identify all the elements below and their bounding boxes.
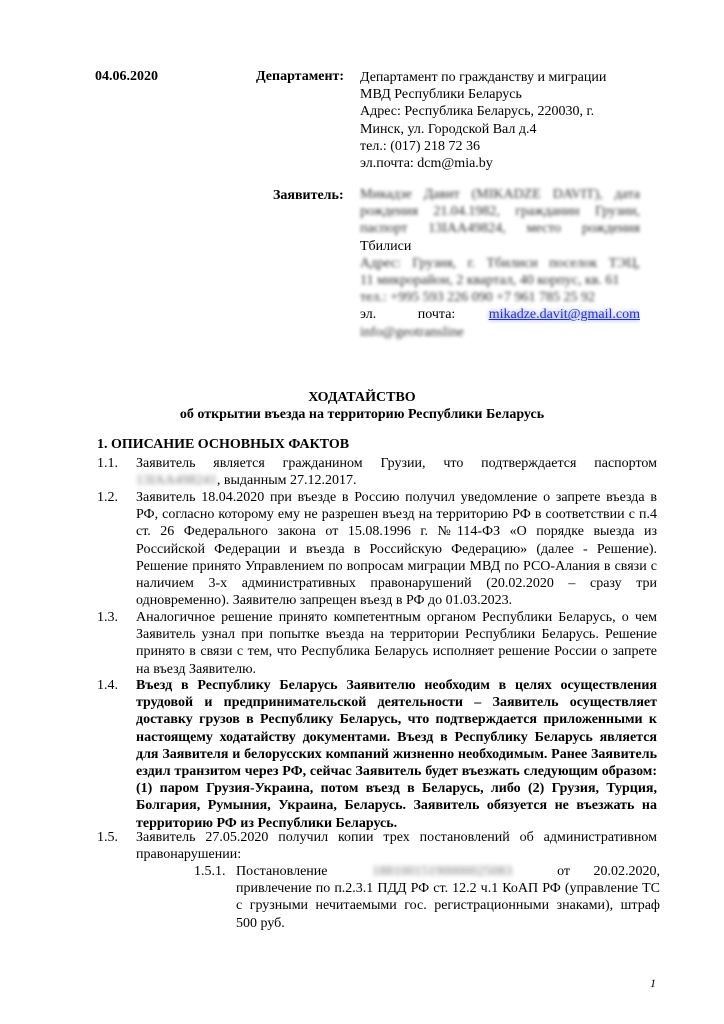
fact-item-text: Аналогичное решение принято компетентным органом Республики Беларусь, о чем Заявитель узнал при попытке въезда на территории Республики Беларусь. Решение принято в связи с тем, что Республика Беларусь исполняет решение России о запрете на въезд Заявителю.	[136, 610, 657, 677]
fact-item-text: , выданным 27.12.2017.	[216, 473, 357, 489]
department-label: Департамент:	[256, 69, 345, 84]
fact-item	[97, 455, 657, 489]
fact-item	[97, 609, 657, 678]
fact-item-number: 1.1.	[97, 456, 118, 471]
fact-item-text: Заявитель является гражданином Грузии, что подтверждается паспортом	[136, 456, 657, 471]
applicant-email-label: эл. почта:	[360, 307, 456, 323]
applicant-phone: тел.: +995 593 226 090 +7 961 785 25 92	[360, 290, 595, 306]
applicant-birth: рождения 21.04.1982, гражданин Грузии,	[360, 204, 640, 220]
applicant-label: Заявитель:	[273, 188, 344, 203]
applicant-address-2: 11 микрорайон, 2 квартал, 40 корпус, кв. 61	[360, 273, 620, 289]
page-number: 1	[650, 976, 656, 990]
department-line: Департамент по гражданству и миграции	[360, 70, 607, 85]
department-line: Адрес: Республика Беларусь, 220030, г.	[360, 104, 595, 120]
department-line: Минск, ул. Городской Вал д.4	[360, 121, 537, 137]
fact-item-text: Заявитель 27.05.2020 получил копии трех постановлений об административном правонарушении:	[136, 830, 657, 863]
document-title: ХОДАТАЙСТВО	[308, 390, 416, 405]
department-line: тел.: (017) 218 72 36	[360, 138, 481, 154]
fact-item-number: 1.3.	[97, 610, 118, 625]
fact-item-text: Въезд в Республику Беларусь Заявителю необходим в целях осуществления трудовой и предпринимательской деятельности – Заявитель осуществляет доставку грузов в Республику Беларусь, что подтверждается приложенными к настоящему ходатайству документами. Въезд в Республику Беларусь является для Заявителя и белорусских компаний жизненно необходимым. Ранее Заявитель ездил транзитом через РФ, сейчас Заявитель будет въезжать следующим образом: (1) паром Грузия-Украина, потом въезд в Беларусь, либо (2) Грузия, Турция, Болгария, Румыния, Украина, Беларусь. Заявитель обязуется не въезжать на территорию РФ из Республики Беларусь.	[136, 678, 657, 831]
applicant-address: Адрес: Грузия, г. Тбилиси поселок ТЭЦ,	[360, 255, 640, 271]
department-line: эл.почта: dcm@mia.by	[360, 156, 493, 172]
fact-item	[97, 829, 657, 863]
applicant-email-2: info@geotransline	[360, 324, 464, 340]
applicant-name: Микадзе Давит (MIKADZE DAVIT), дата	[360, 187, 640, 202]
fact-item	[97, 677, 657, 832]
department-block	[360, 69, 640, 172]
passport-number-redacted: 13IAA498241	[136, 473, 217, 489]
applicant-email-row	[360, 306, 640, 323]
fact-item-number: 1.4.	[97, 678, 118, 693]
department-line: МВД Республики Беларусь	[360, 87, 522, 103]
section-heading: 1. ОПИСАНИЕ ОСНОВНЫХ ФАКТОВ	[97, 437, 350, 452]
fact-item	[97, 489, 657, 609]
fact-sub-item-number: 1.5.1.	[194, 864, 226, 879]
document-subtitle: об открытии въезда на территорию Республики Беларусь	[179, 407, 545, 422]
resolution-text: привлечение по п.2.3.1 ПДД РФ ст. 12.2 ч.1 КоАП РФ (управление ТС с грузными нечитаемыми гос. регистрационными знаками), штраф 500 руб.	[236, 881, 660, 931]
resolution-number-redacted: 18810015190000025083	[372, 864, 513, 879]
document-date: 04.06.2020	[95, 69, 158, 84]
fact-item-text: Заявитель 18.04.2020 при въезде в Россию получил уведомление о запрете въезда в РФ, согласно которому ему не разрешен въезд на территорию РФ в соответствии с п.4 ст. 26 Федерального закона от 15.08.1996 г. №114-ФЗ «О порядке выезда из Российской Федерации и въезда в Российскую Федерацию» (далее - Решение). Решение принято Управлением по вопросам миграции МВД по РСО-Алания в связи с наличием 3-х административных правонарушений (20.02.2020 – сразу три одновременно). Заявителю запрещен въезд в РФ до 01.03.2023.	[136, 490, 657, 609]
resolution-date: от 20.02.2020,	[557, 864, 660, 879]
applicant-passport: паспорт 13IAA49824, место рождения	[360, 221, 640, 237]
fact-item-number: 1.5.	[97, 830, 118, 845]
resolution-label: Постановление	[236, 864, 328, 879]
fact-sub-item	[194, 863, 660, 932]
applicant-email-link[interactable]: mikadze.davit@gmail.com	[488, 307, 640, 323]
fact-item-number: 1.2.	[97, 490, 118, 505]
applicant-block	[360, 186, 640, 341]
applicant-birthplace: Тбилиси	[360, 238, 412, 254]
